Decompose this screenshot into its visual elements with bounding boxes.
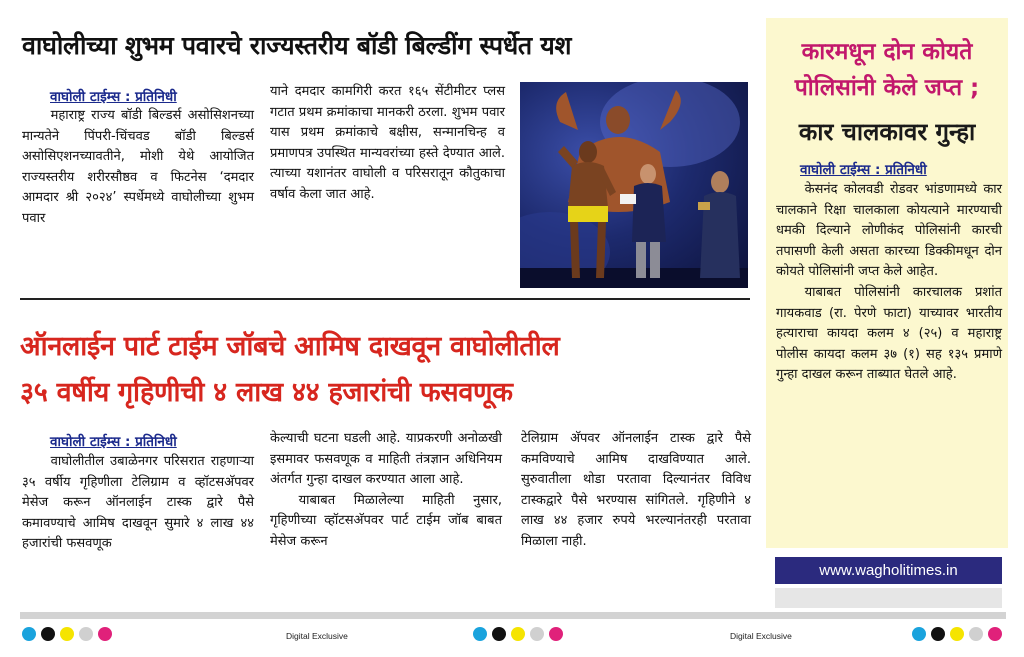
magenta-dot-icon (988, 627, 1002, 641)
magenta-dot-icon (549, 627, 563, 641)
gray-dot-icon (969, 627, 983, 641)
article2-column-2 (270, 429, 502, 553)
gray-dot-icon (79, 627, 93, 641)
article2-column-3 (521, 429, 751, 553)
article1-column-1 (22, 106, 254, 230)
article1-col1-text: महाराष्ट्र राज्य बॉडी बिल्डर्स असोसिशनच्या मान्यतेने पिंपरी-चिंचवड बॉडी बिल्डर्स असोसिएशनच्यावतीने, मोशी येथे आयोजित राज्यस्तरीय शरीरसौष्ठव व फिटनेस ‘दमदार आमदार श्री २०२४’ स्पर्धेमध्ये वाघोलीच्या शुभम पवार (22, 108, 254, 226)
section-divider (20, 298, 750, 300)
gray-bar (775, 588, 1002, 608)
cyan-dot-icon (473, 627, 487, 641)
registration-marks-center (473, 627, 563, 641)
article2-col3-text: टेलिग्राम अ‍ॅपवर ऑनलाईन टास्क द्वारे पैसे कमविण्याचे आमिष दाखविण्यात आले. सुरुवातीला थोडा परतावा दिल्यानंतर विविध टास्कद्वारे पैसे भरण्यास सांगितले. गृहिणीने ४ लाख ४४ हजार रुपये भरल्यानंतरही परतावा मिळाला नाही. (521, 431, 751, 549)
award-ceremony-illustration (520, 82, 748, 288)
sidebar-headline-line-3: कार चालकावर गुन्हा (798, 118, 976, 146)
bodybuilding-award-photo (520, 82, 748, 288)
yellow-dot-icon (60, 627, 74, 641)
black-dot-icon (41, 627, 55, 641)
yellow-dot-icon (511, 627, 525, 641)
yellow-dot-icon (950, 627, 964, 641)
article2-headline-line-1: ऑनलाईन पार्ट टाईम जॉबचे आमिष दाखवून वाघोलीतील (20, 331, 560, 362)
article2-col2a-text: केल्याची घटना घडली आहे. याप्रकरणी अनोळखी इसमावर फसवणूक व माहिती तंत्रज्ञान अधिनियम अंतर्गत गुन्हा दाखल करण्यात आला आहे. (270, 431, 502, 488)
gray-dot-icon (530, 627, 544, 641)
sidebar-headline-line-1: कारमधून दोन कोयते (801, 39, 973, 65)
article2-col2b-text: याबाबत मिळालेल्या माहिती नुसार, गृहिणीच्या व्हॉटसअ‍ॅपवर पार्ट टाईम जॉब बाबत मेसेज करून (270, 492, 502, 549)
cyan-dot-icon (912, 627, 926, 641)
registration-marks-right (912, 627, 1002, 641)
black-dot-icon (931, 627, 945, 641)
sidebar-headline-line-2: पोलिसांनी केले जप्त ; (794, 75, 980, 101)
registration-marks-left (22, 627, 112, 641)
article2-column-1 (22, 452, 254, 555)
bottom-strip (20, 612, 1006, 619)
sidebar-para-2: याबाबत पोलिसांनी कारचालक प्रशांत गायकवाड (रा. पेरणे फाटा) याच्यावर भारतीय हत्याराचा कायदा कलम ४ (२५) व महाराष्ट्र पोलीस कायदा कलम ३७ (१) सह १३५ प्रमाणे गुन्हा दाखल करून ताब्यात घेतले आहे. (776, 284, 1002, 383)
sidebar-byline: वाघोली टाईम्स : प्रतिनिधी (800, 162, 927, 178)
cyan-dot-icon (22, 627, 36, 641)
footer-label-left: Digital Exclusive (286, 631, 348, 641)
article1-byline: वाघोली टाईम्स : प्रतिनिधी (50, 89, 177, 105)
black-dot-icon (492, 627, 506, 641)
article2-headline-line-2: ३५ वर्षीय गृहिणीची ४ लाख ४४ हजारांची फसवणूक (20, 377, 513, 408)
article1-column-2 (270, 82, 505, 206)
article1-headline: वाघोलीच्या शुभम पवारचे राज्यस्तरीय बॉडी बिल्डींग स्पर्धेत यश (22, 31, 572, 60)
article2-col1-text: वाघोलीतील उबाळेनगर परिसरात राहणाऱ्या ३५ वर्षीय गृहिणीला टेलिग्राम व व्हॉटसअ‍ॅपवर मेसेज करून ऑनलाईन टास्क द्वारे पैसे कमावण्याचे आमिष दाखवून सुमारे ४ लाख ४४ हजारांची फसवणूक (22, 454, 254, 552)
article1-col2-text: याने दमदार कामगिरी करत १६५ सेंटीमीटर प्लस गटात प्रथम क्रमांकाचा मानकरी ठरला. शुभम पवार यास प्रथम क्रमांकाचे बक्षीस, सन्मानचिन्ह व प्रमाणपत्र उपस्थित मान्यवरांच्या हस्ते देण्यात आले. त्याच्या यशानंतर वाघोली व परिसरातून कौतुकाचा वर्षाव केला जात आहे. (270, 84, 505, 202)
footer-label-right: Digital Exclusive (730, 631, 792, 641)
sidebar-para-1: केसनंद कोलवडी रोडवर भांडणामध्ये कार चालकाने रिक्षा चालकाला कोयत्याने मारण्याची धमकी दिल्याने लोणीकंद पोलिसांनी कारची तपासणी केली असता कारच्या डिक्कीमधून दोन कोयते पोलिसांनी जप्त केले आहेत. (776, 182, 1002, 280)
article2-byline: वाघोली टाईम्स : प्रतिनिधी (50, 434, 177, 450)
magenta-dot-icon (98, 627, 112, 641)
sidebar-body (776, 180, 1002, 386)
website-url-link[interactable]: www.wagholitimes.in (775, 557, 1002, 584)
